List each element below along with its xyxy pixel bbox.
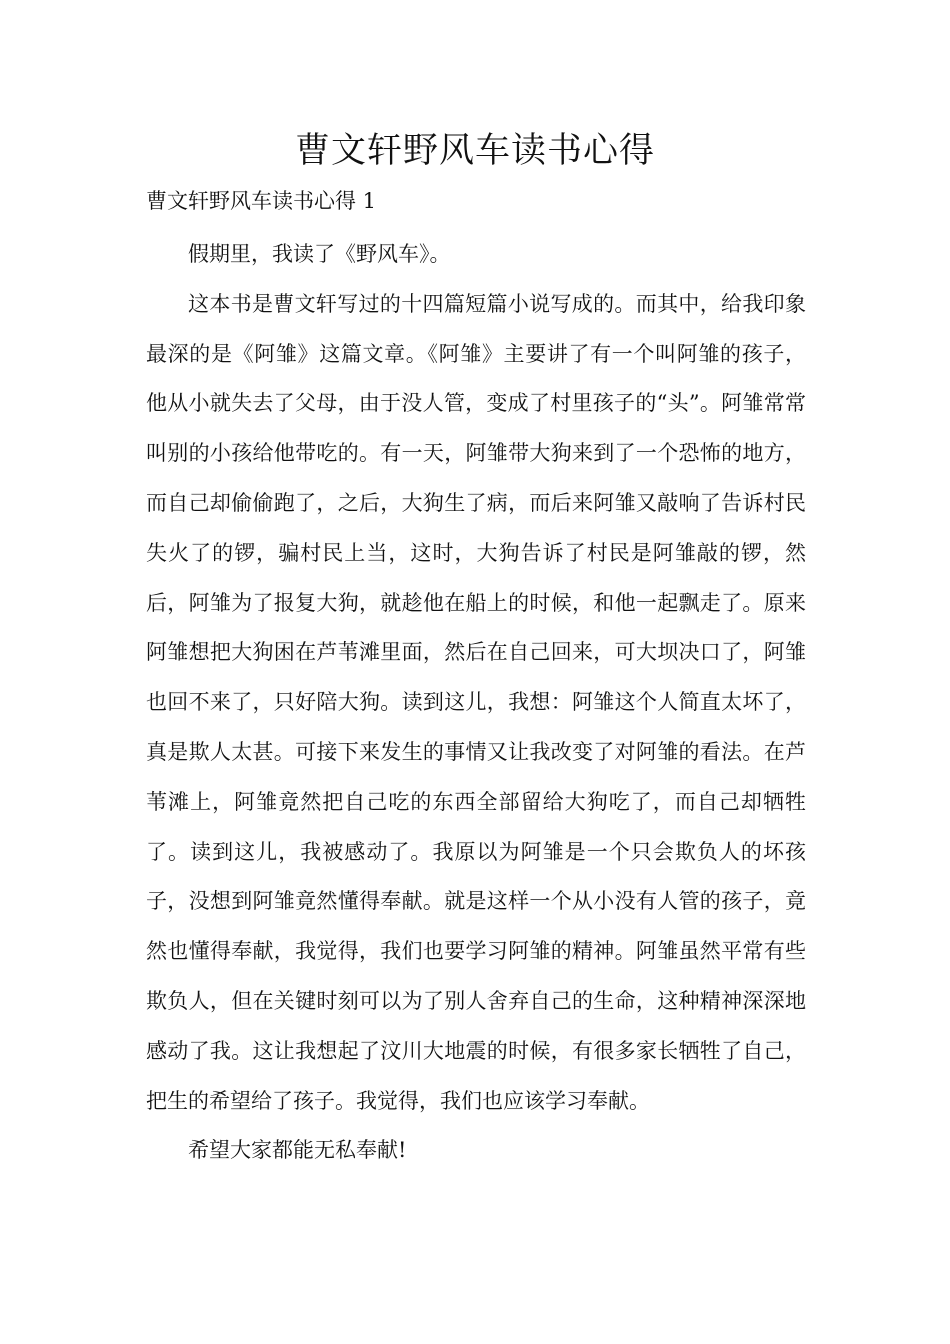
document-body (146, 230, 806, 1176)
paragraph-intro: 假期里，我读了《野风车》。 (188, 242, 451, 266)
document-subtitle: 曹文轩野风车读书心得 1 (146, 189, 377, 213)
document-title: 曹文轩野风车读书心得 (294, 131, 655, 171)
paragraph-main: 这本书是曹文轩写过的十四篇短篇小说写成的。而其中，给我印象最深的是《阿雏》这篇文章。《阿雏》主要讲了有一个叫阿雏的孩子，他从小就失去了父母，由于没人管，变成了村里孩子的“头”。阿雏常常叫别的小孩给他带吃的。有一天，阿雏带大狗来到了一个恐怖的地方，而自己却偷偷跑了，之后，大狗生了病，而后来阿雏又敲响了告诉村民失火了的锣，骗村民上当，这时，大狗告诉了村民是阿雏敲的锣，然后，阿雏为了报复大狗，就趁他在船上的时候，和他一起飘走了。原来阿雏想把大狗困在芦苇滩里面，然后在自己回来，可大坝决口了，阿雏也回不来了，只好陪大狗。读到这儿，我想：阿雏这个人简直太坏了，真是欺人太甚。可接下来发生的事情又让我改变了对阿雏的看法。在芦苇滩上，阿雏竟然把自己吃的东西全部留给大狗吃了，而自己却牺牲了。读到这儿，我被感动了。我原以为阿雏是一个只会欺负人的坏孩子，没想到阿雏竟然懂得奉献。就是这样一个从小没有人管的孩子，竟然也懂得奉献，我觉得，我们也要学习阿雏的精神。阿雏虽然平常有些欺负人，但在关键时刻可以为了别人舍弃自己的生命，这种精神深深地感动了我。这让我想起了汶川大地震的时候，有很多家长牺牲了自己，把生的希望给了孩子。我觉得，我们也应该学习奉献。 (146, 291, 806, 1113)
paragraph-closing: 希望大家都能无私奉献! (188, 1138, 407, 1163)
